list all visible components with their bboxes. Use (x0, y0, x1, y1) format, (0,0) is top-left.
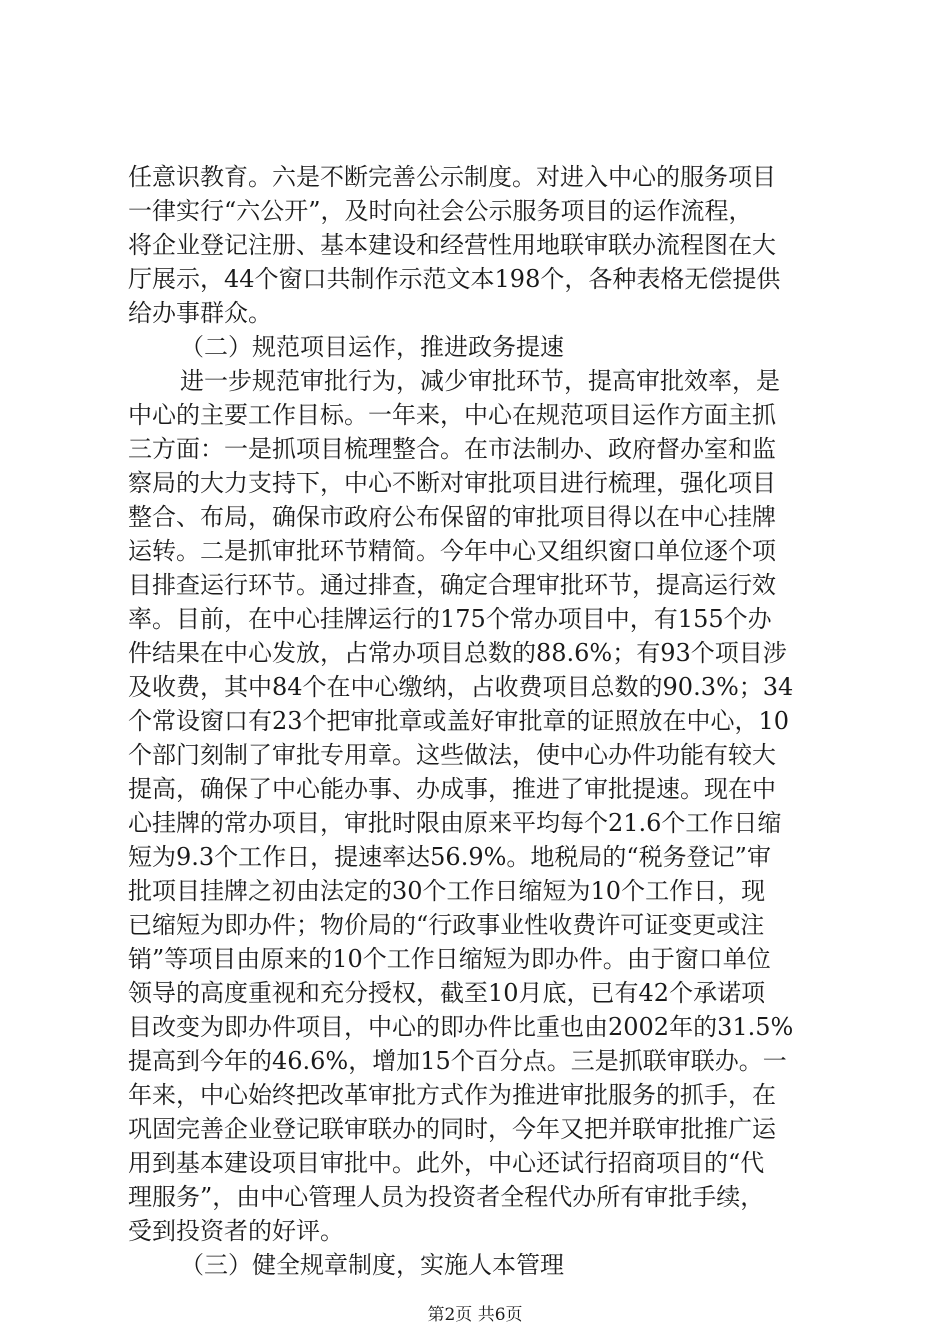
text-line: 个部门刻制了审批专用章。这些做法，使中心办件功能有较大 (128, 741, 776, 769)
text-line: 运转。二是抓审批环节精简。今年中心又组织窗口单位逐个项 (128, 537, 776, 565)
text-line: 销”等项目由原来的10个工作日缩短为即办件。由于窗口单位 (128, 945, 771, 973)
text-line: 任意识教育。六是不断完善公示制度。对进入中心的服务项目 (128, 163, 776, 191)
page-number-footer: 第2页 共6页 (427, 1305, 523, 1325)
text-line: 整合、布局，确保市政府公布保留的审批项目得以在中心挂牌 (128, 503, 776, 531)
text-line: 用到基本建设项目审批中。此外，中心还试行招商项目的“代 (128, 1149, 765, 1177)
text-line: 理服务”，由中心管理人员为投资者全程代办所有审批手续， (128, 1183, 765, 1211)
text-line: 及收费，其中84个在中心缴纳，占收费项目总数的90.3%；34 (128, 673, 794, 701)
text-line: 给办事群众。 (128, 299, 272, 327)
text-line: 目改变为即办件项目，中心的即办件比重也由2002年的31.5% (128, 1013, 794, 1041)
text-line: 件结果在中心发放，占常办项目总数的88.6%；有93个项目涉 (128, 639, 787, 667)
text-line: 一律实行“六公开”，及时向社会公示服务项目的运作流程， (128, 197, 753, 225)
text-line: 目排查运行环节。通过排查，确定合理审批环节，提高运行效 (128, 571, 776, 599)
text-line: 厅展示，44个窗口共制作示范文本198个，各种表格无偿提供 (128, 265, 781, 293)
document-body (128, 160, 840, 1282)
text-line: 个常设窗口有23个把审批章或盖好审批章的证照放在中心，10 (128, 707, 790, 735)
section-heading: （三）健全规章制度，实施人本管理 (180, 1251, 564, 1279)
text-line: 将企业登记注册、基本建设和经营性用地联审联办流程图在大 (128, 231, 776, 259)
text-line: 批项目挂牌之初由法定的30个工作日缩短为10个工作日，现 (128, 877, 766, 905)
text-line: 领导的高度重视和充分授权，截至10月底，已有42个承诺项 (128, 979, 766, 1007)
text-line: 年来，中心始终把改革审批方式作为推进审批服务的抓手，在 (128, 1081, 776, 1109)
text-line: 受到投资者的好评。 (128, 1217, 344, 1245)
text-line: 提高，确保了中心能办事、办成事，推进了审批提速。现在中 (128, 775, 776, 803)
text-line: 短为9.3个工作日，提速率达56.9%。地税局的“税务登记”审 (128, 843, 771, 871)
text-line: 提高到今年的46.6%，增加15个百分点。三是抓联审联办。一 (128, 1047, 787, 1075)
text-line: 已缩短为即办件；物价局的“行政事业性收费许可证变更或注 (128, 911, 765, 939)
text-line: 巩固完善企业登记联审联办的同时，今年又把并联审批推广运 (128, 1115, 776, 1143)
section-heading: （二）规范项目运作，推进政务提速 (180, 333, 564, 361)
text-line: 心挂牌的常办项目，审批时限由原来平均每个21.6个工作日缩 (128, 809, 782, 837)
text-line: 中心的主要工作目标。一年来，中心在规范项目运作方面主抓 (128, 401, 776, 429)
text-line: 察局的大力支持下，中心不断对审批项目进行梳理，强化项目 (128, 469, 776, 497)
text-line: 三方面：一是抓项目梳理整合。在市法制办、政府督办室和监 (128, 435, 776, 463)
text-line: 进一步规范审批行为，减少审批环节，提高审批效率，是 (180, 367, 780, 395)
text-line: 率。目前，在中心挂牌运行的175个常办项目中，有155个办 (128, 605, 772, 633)
